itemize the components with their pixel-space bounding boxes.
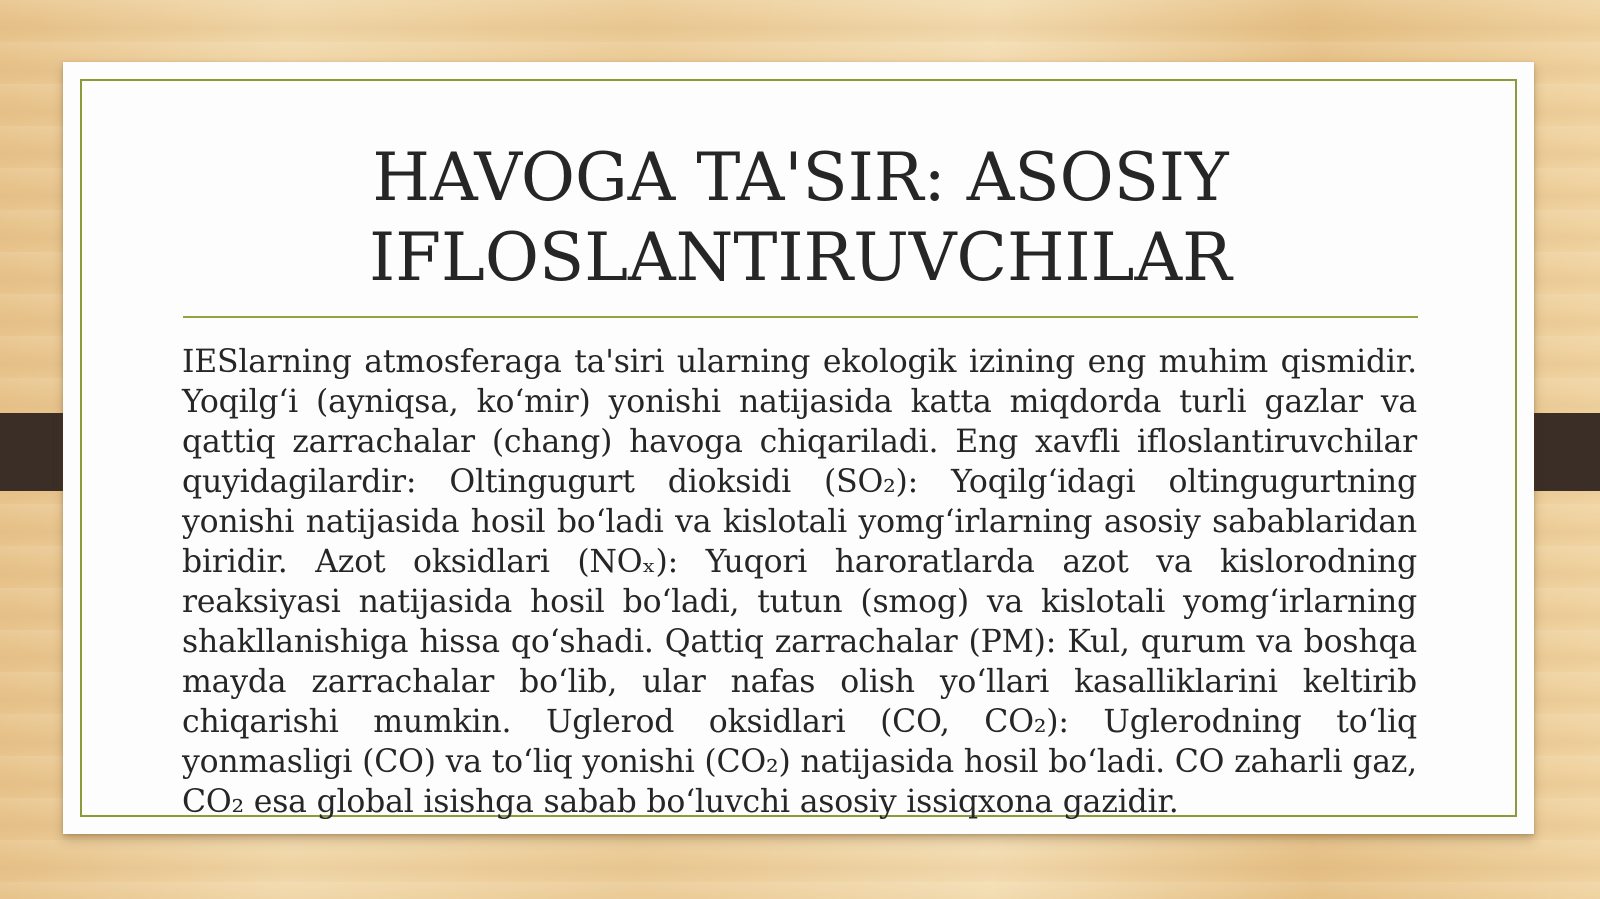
slide-body-text: IESlarning atmosferaga ta'siri ularning ekologik izining eng muhim qismidir. Yoqilg‘i (ayniqsa, ko‘mir) yonishi natijasida katta miqdorda turli gazlar va qattiq zarrachalar (chang) havoga chiqariladi. Eng xavfli ifloslantiruvchilar quyidagilardir: Oltingugurt dioksidi (SO₂): Yoqilg‘idagi oltingugurtning yonishi natijasida hosil bo‘ladi va kislotali yomg‘irlarning asosiy sabablaridan biridir. Azot oksidlari (NOₓ): Yuqori haroratlarda azot va kislorodning reaksiyasi natijasida hosil bo‘ladi, tutun (smog) va kislotali yomg‘irlarning shakllanishiga hissa qo‘shadi. Qattiq zarrachalar (PM): Kul, qurum va boshqa mayda zarrachalar bo‘lib, ular nafas olish yo‘llari kasalliklarini keltirib chiqarishi mumkin. Uglerod oksidlari (CO, CO₂): Uglerodning to‘liq yonmasligi (CO) va to‘liq yonishi (CO₂) natijasida hosil bo‘ladi. CO zaharli gaz, CO₂ esa global isishga sabab bo‘luvchi asosiy issiqxona gazidir.	[182, 344, 1417, 820]
title-divider	[183, 316, 1418, 318]
slide-title: HAVOGA TA'SIR: ASOSIY IFLOSLANTIRUVCHILAR	[369, 139, 1232, 296]
